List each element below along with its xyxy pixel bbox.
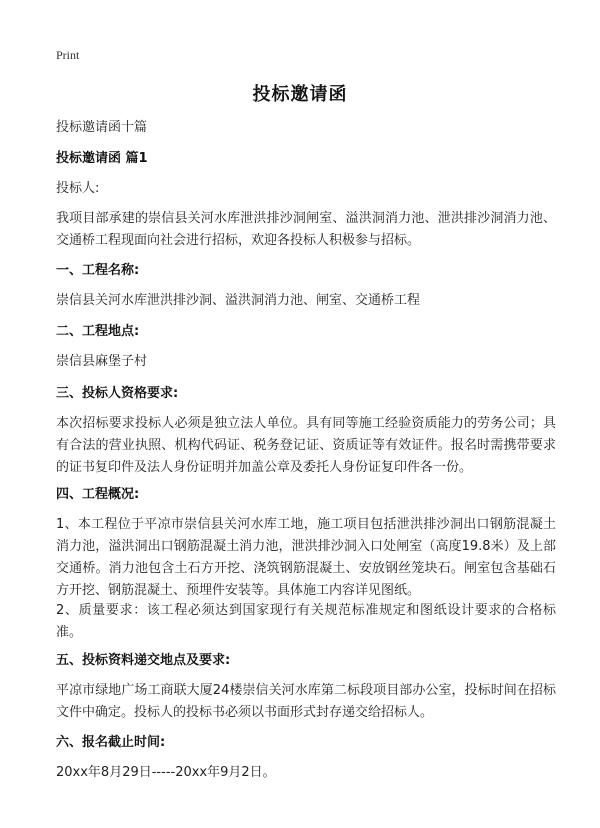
section-heading-qualification: 三、投标人资格要求: bbox=[56, 386, 179, 401]
section-body-overview-2: 2、质量要求：该工程必须达到国家现行有关规范标准规定和图纸设计要求的合格标准。 bbox=[56, 603, 556, 640]
document-title: 投标邀请函 bbox=[252, 84, 348, 105]
section-heading-deadline: 六、报名截止时间: bbox=[56, 735, 166, 750]
section-body-deadline: 20xx年8月29日-----20xx年9月2日。 bbox=[56, 765, 276, 780]
intro-paragraph: 我项目部承建的崇信县关河水库泄洪排沙洞闸室、溢洪洞消力池、泄洪排沙洞消力池、交通桥工程现面向社会进行招标，欢迎各投标人积极参与招标。 bbox=[56, 211, 556, 248]
section-body-qualification: 本次招标要求投标人必须是独立法人单位。具有同等施工经验资质能力的劳务公司；具有合法的营业执照、机构代码证、税务登记证、资质证等有效证件。报名时需携带要求的证书复印件及法人身份证明并加盖公章及委托人身份证复印件各一份。 bbox=[56, 416, 556, 475]
section-body-submission: 平凉市绿地广场工商联大厦24楼崇信关河水库第二标段项目部办公室，投标时间在招标文件中确定。投标人的投标书必须以书面形式封存递交给招标人。 bbox=[56, 683, 556, 720]
section-heading-submission: 五、投标资料递交地点及要求: bbox=[56, 653, 231, 668]
section-body-location: 崇信县麻堡子村 bbox=[56, 354, 148, 369]
section-heading-location: 二、工程地点: bbox=[56, 324, 140, 339]
print-link[interactable]: Print bbox=[56, 48, 80, 62]
document-subtitle: 投标邀请函十篇 bbox=[56, 120, 148, 135]
salutation: 投标人: bbox=[56, 181, 100, 196]
section-body-overview-1: 1、本工程位于平凉市崇信县关河水库工地，施工项目包括泄洪排沙洞出口钢筋混凝土消力池，溢洪洞出口钢筋混凝土消力池，泄洪排沙洞入口处闸室（高度19.8米）及上部交通桥。消力池包含土石方开挖、浇筑钢筋混凝土、安放钢丝笼块石。闸室包含基础石方开挖、钢筋混凝土、预埋件安装等。具体施工内容详见图纸。 bbox=[56, 517, 556, 598]
section-heading-overview: 四、工程概况: bbox=[56, 487, 140, 502]
section-body-name: 崇信县关河水库泄洪排沙洞、溢洪洞消力池、闸室、交通桥工程 bbox=[56, 293, 421, 308]
article-heading: 投标邀请函 篇1 bbox=[56, 151, 148, 166]
section-heading-name: 一、工程名称: bbox=[56, 263, 140, 278]
